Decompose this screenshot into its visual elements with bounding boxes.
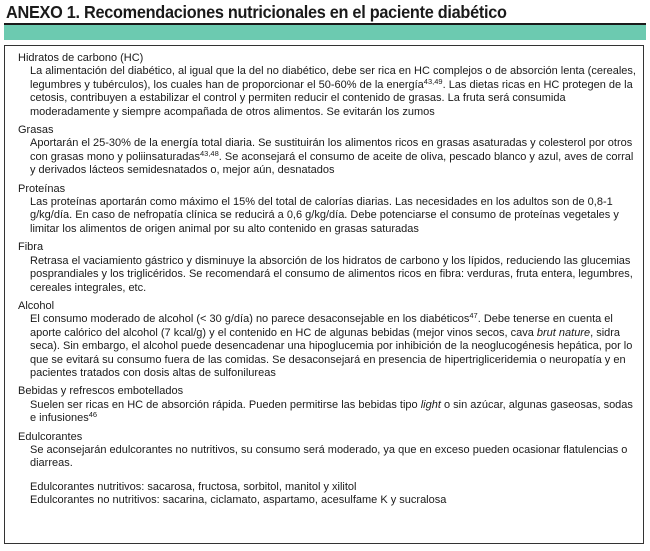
section-heading: Grasas	[18, 124, 54, 137]
section-heading: Edulcorantes	[18, 430, 83, 443]
section-alcohol	[18, 300, 638, 380]
section-edulcorantes	[18, 431, 638, 508]
section-heading: Alcohol	[18, 299, 55, 312]
spacer	[18, 471, 638, 481]
text-run: . Las dietas ricas en HC protegen de la cetosis, contribuyen a estabilizar el control y permiten reducir el contenido de grasas. La fruta será consumida moderadamente y siempre acompañada de otros alimentos. Se evitarán los zumos	[30, 78, 633, 118]
section-body	[30, 399, 638, 426]
section-fibra	[18, 241, 638, 295]
citation: 47	[469, 311, 478, 321]
text-run: o sin azúcar, algunas gaseosas, sodas e infusiones	[30, 398, 633, 425]
text-run: , sidra seca). Sin embargo, el alcohol puede desencadenar una hipoglucemia por inhibición de la neoglucogénesis hepática, por lo que se evitará su consumo fuera de las comidas. Se desaconsejará en presencia de hipertrigliceridemia o neuropatía y en pacientes tratados con dosis altas de sulfonilureas	[30, 326, 633, 379]
citation: 46	[88, 410, 98, 420]
section-body: Retrasa el vaciamiento gástrico y disminuye la absorción de los hidratos de carbono y los lípidos, reduciendo las glucemias posprandiales y los triglicéridos. Se recomendará el consumo de alimentos ricos en fibra: verduras, fruta entera, legumbres, cereales integrales, etc.	[30, 254, 633, 294]
section-proteinas	[18, 183, 638, 237]
section-heading: Proteínas	[18, 182, 66, 195]
emphasis: brut nature	[536, 326, 591, 339]
content	[18, 52, 638, 513]
citation: 43,49	[423, 76, 443, 86]
citation: 43,48	[199, 148, 219, 158]
color-band	[4, 25, 646, 40]
text-run: El consumo moderado de alcohol (< 30 g/día) no parece desaconsejable en los diabéticos	[30, 313, 470, 326]
section-heading: Hidratos de carbono (HC)	[18, 52, 144, 64]
text-run: Aportarán el 25-30% de la energía total diaria. Se sustituirán los alimentos ricos en grasas asaturadas y colesterol por otros con grasas mono y poliinsaturadas	[30, 137, 633, 163]
section-hidratos	[18, 52, 638, 119]
section-body	[30, 137, 638, 177]
section-grasas	[18, 124, 638, 178]
text-run: . Se aconsejará el consumo de aceite de oliva, pescado blanco y azul, aves de corral y derivados lácteos semidesnatados o, mejor aún, desnatados	[30, 150, 634, 177]
sweetener-list-non-nutritive: Edulcorantes no nutritivos: sacarina, ciclamato, aspartamo, acesulfame K y sucralosa	[30, 494, 447, 507]
text-run: La alimentación del diabético, al igual que la del no diabético, debe ser rica en HC complejos o de absorción lenta (cereales, legumbres y tubérculos), los cuales han de proporcionar el 50-60% de la energía	[30, 65, 636, 91]
section-heading: Bebidas y refrescos embotellados	[18, 385, 184, 398]
section-body	[30, 65, 638, 119]
section-body: Se aconsejarán edulcorantes no nutritivos, su consumo será moderado, ya que en exceso pueden ocasionar flatulencias o diarreas.	[30, 443, 628, 470]
emphasis: light	[420, 398, 441, 411]
section-heading: Fibra	[18, 241, 44, 254]
section-bebidas	[18, 385, 638, 425]
text-run: . Debe tenerse en cuenta el aporte calórico del alcohol (7 kcal/g) y el contenido en HC de algunas bebidas (mejor vinos secos, cava	[30, 313, 613, 339]
section-body: Las proteínas aportarán como máximo el 15% del total de calorías diarias. Las necesidades en los adultos son de 0,8-1 g/kg/día. En caso de nefropatía clínica se reducirá a 0,6 g/kg/día. Debe potenciarse el consumo de proteínas vegetales y limitar los alimentos de origen animal por su alto contenido en grasas saturadas	[30, 196, 619, 235]
page-title: ANEXO 1. Recomendaciones nutricionales en el paciente diabético	[6, 2, 507, 22]
text-run: Suelen ser ricas en HC de absorción rápida. Pueden permitirse las bebidas tipo	[30, 398, 421, 411]
sweetener-list-nutritive: Edulcorantes nutritivos: sacarosa, fructosa, sorbitol, manitol y xilitol	[30, 480, 357, 493]
section-body	[30, 313, 638, 380]
